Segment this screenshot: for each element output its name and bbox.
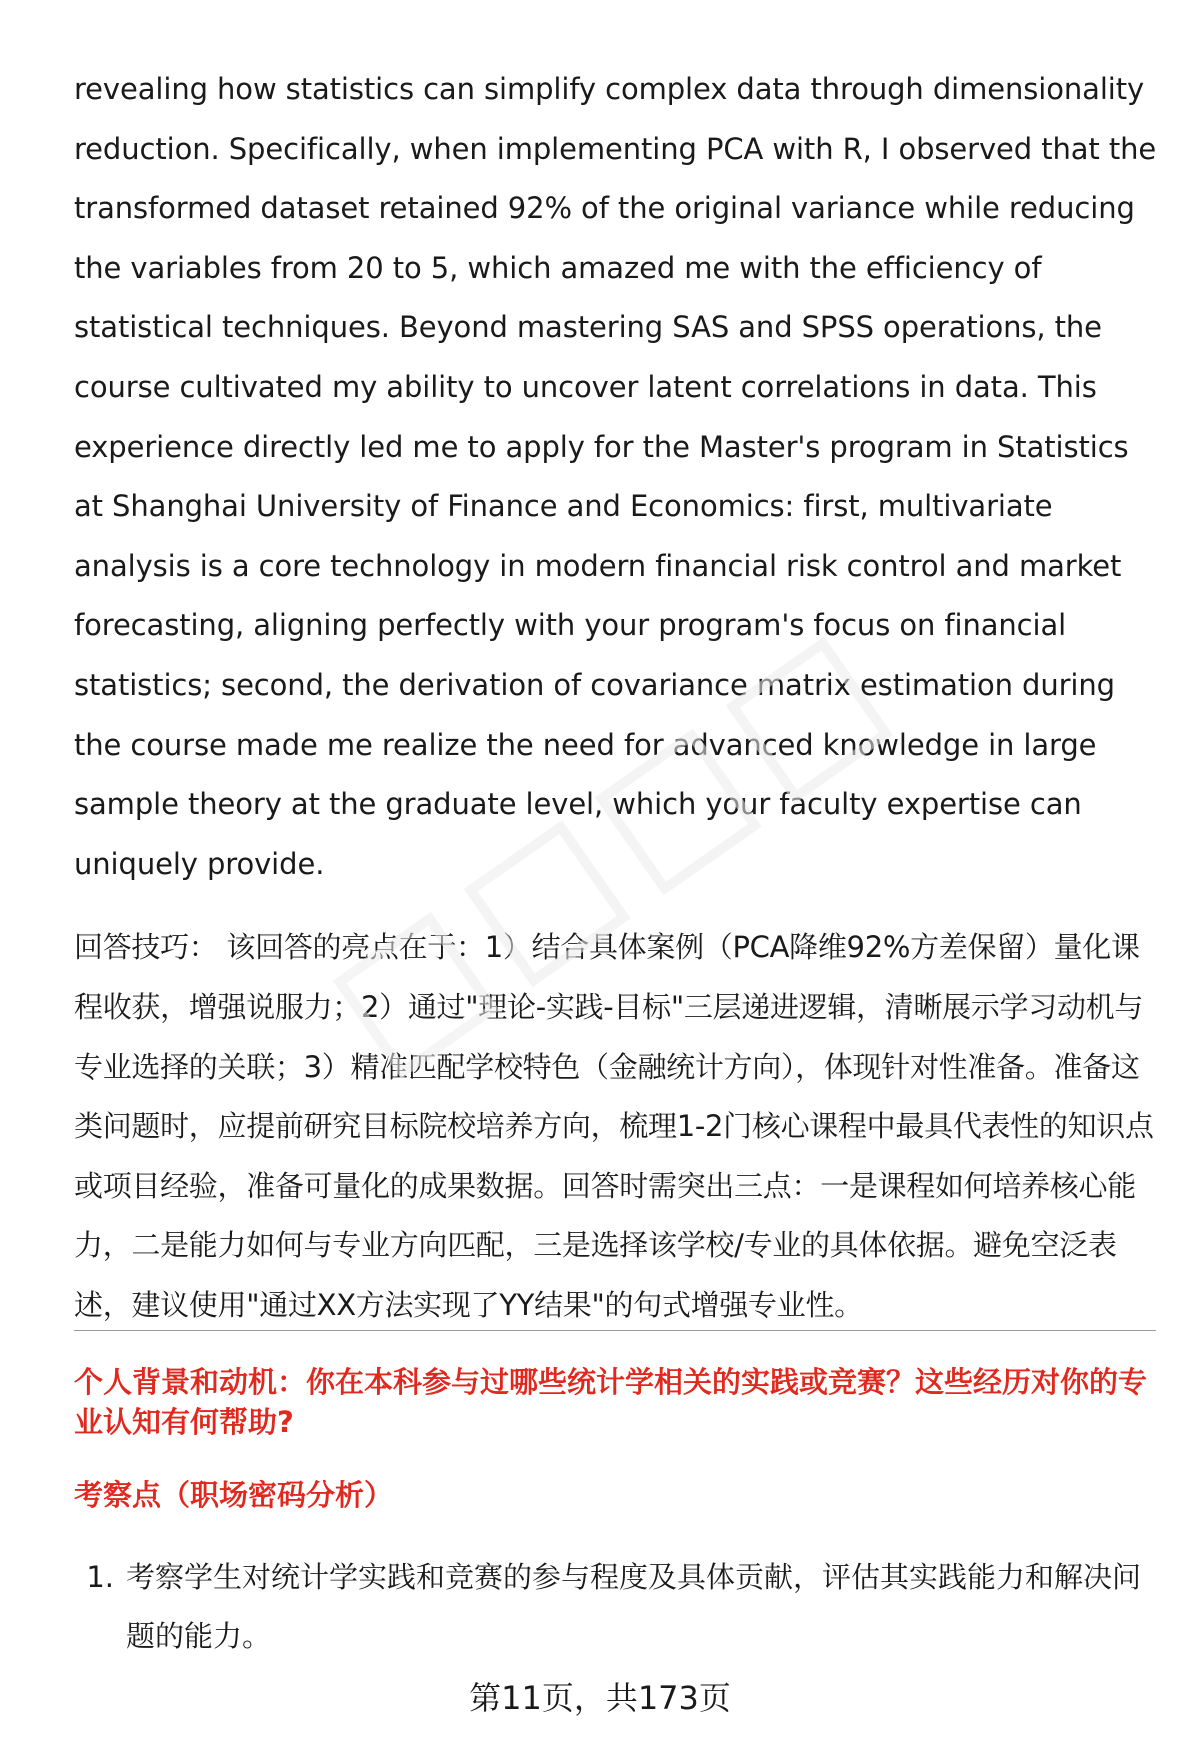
content-area — [74, 60, 1160, 1335]
section-title: 考察点（职场密码分析） — [74, 1478, 394, 1512]
points-list — [74, 1548, 1154, 1666]
section-divider — [74, 1330, 1156, 1331]
page-number: 第11页，共173页 — [469, 1679, 731, 1717]
list-item-number: 1. — [86, 1560, 114, 1594]
answer-paragraph: revealing how statistics can simplify complex data through dimensionality reduction. Specifically, when implementing PCA with R, I observed that the transformed dataset retained 92% of the original variance while reducing the variables from 20 to 5, which amazed me with the efficiency of statistical techniques. Beyond mastering SAS and SPSS operations, the course cultivated my ability to uncover latent correlations in data. This experience directly led me to apply for the Master's program in Statistics at Shanghai University of Finance and Economics: first, multivariate analysis is a core technology in modern financial risk control and market forecasting, aligning perfectly with your program's focus on financial statistics; second, the derivation of covariance matrix estimation during the course made me realize the need for advanced knowledge in large sample theory at the graduate level, which your faculty expertise can uniquely provide. — [74, 72, 1157, 881]
answer-tip-paragraph: 回答技巧： 该回答的亮点在于：1）结合具体案例（PCA降维92%方差保留）量化课程收获，增强说服力；2）通过"理论-实践-目标"三层递进逻辑，清晰展示学习动机与专业选择的关联；3）精准匹配学校特色（金融统计方向），体现针对性准备。准备这类问题时，应提前研究目标院校培养方向，梳理1-2门核心课程中最具代表性的知识点或项目经验，准备可量化的成果数据。回答时需突出三点：一是课程如何培养核心能力，二是能力如何与专业方向匹配，三是选择该学校/专业的具体依据。避免空泛表述，建议使用"通过XX方法实现了YY结果"的句式增强专业性。 — [74, 930, 1154, 1322]
list-item-text: 考察学生对统计学实践和竞赛的参与程度及具体贡献，评估其实践能力和解决问题的能力。 — [126, 1560, 1142, 1653]
list-item — [74, 1548, 1154, 1666]
question-heading: 个人背景和动机：你在本科参与过哪些统计学相关的实践或竞赛？这些经历对你的专业认知有何帮助? — [74, 1365, 1148, 1439]
